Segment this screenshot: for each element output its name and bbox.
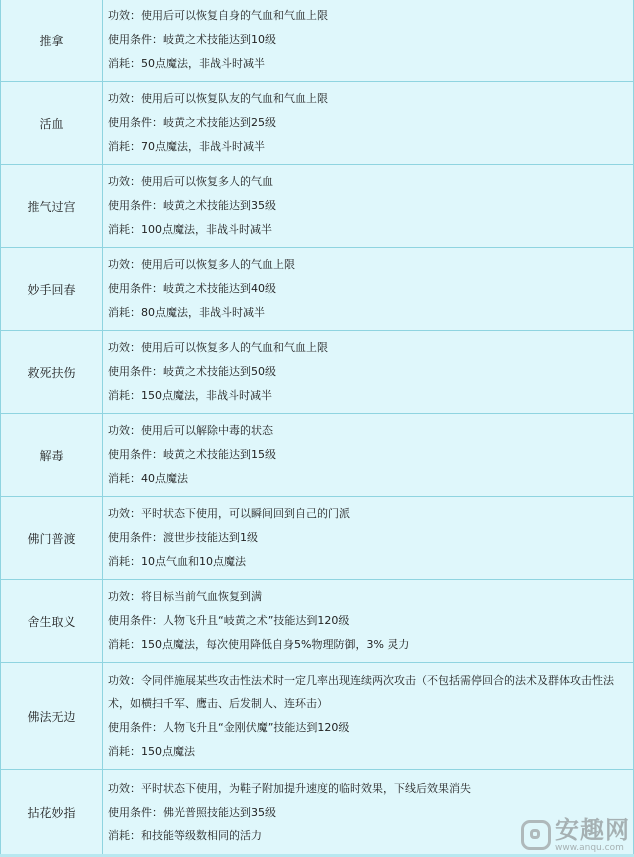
effect-text: 功效：使用后可以恢复多人的气血	[108, 175, 273, 189]
watermark-url: www.anqu.com	[555, 843, 624, 853]
skill-name: 推气过宫	[1, 165, 103, 248]
condition-text: 使用条件：佛光普照技能达到35级	[108, 805, 276, 819]
condition-text: 使用条件：岐黄之术技能达到25级	[108, 116, 276, 130]
cost-text: 消耗：10点气血和10点魔法	[108, 554, 246, 568]
skill-description	[103, 580, 634, 663]
skill-name: 推拿	[1, 0, 103, 82]
skill-name: 佛法无边	[1, 663, 103, 770]
cost-text: 消耗：80点魔法，非战斗时减半	[108, 305, 265, 319]
cost-text: 消耗：150点魔法	[108, 744, 195, 758]
condition-text: 使用条件：人物飞升且“金刚伏魔”技能达到120级	[108, 721, 350, 735]
table-row	[1, 497, 634, 580]
skill-description	[103, 663, 634, 770]
cost-text: 消耗：50点魔法，非战斗时减半	[108, 56, 265, 70]
table-row	[1, 663, 634, 770]
skill-name: 妙手回春	[1, 248, 103, 331]
table-row	[1, 82, 634, 165]
condition-text: 使用条件：岐黄之术技能达到15级	[108, 448, 276, 462]
effect-text: 功效：平时状态下使用，可以瞬间回到自己的门派	[108, 507, 350, 521]
skill-name: 拈花妙指	[1, 770, 103, 856]
table-row	[1, 165, 634, 248]
cost-text: 消耗：100点魔法，非战斗时减半	[108, 222, 272, 236]
table-row	[1, 248, 634, 331]
table-row	[1, 331, 634, 414]
effect-text: 功效：将目标当前气血恢复到满	[108, 590, 262, 604]
condition-text: 使用条件：岐黄之术技能达到40级	[108, 282, 276, 296]
site-watermark	[521, 817, 630, 853]
effect-text: 功效：平时状态下使用，为鞋子附加提升速度的临时效果，下线后效果消失	[108, 781, 471, 795]
table-row	[1, 414, 634, 497]
skill-description	[103, 0, 634, 82]
condition-text: 使用条件：渡世步技能达到1级	[108, 531, 258, 545]
cost-text: 消耗：70点魔法，非战斗时减半	[108, 139, 265, 153]
skill-description	[103, 82, 634, 165]
effect-text: 功效：使用后可以恢复多人的气血和气血上限	[108, 341, 328, 355]
condition-text: 使用条件：岐黄之术技能达到50级	[108, 365, 276, 379]
skill-name: 活血	[1, 82, 103, 165]
skill-description	[103, 497, 634, 580]
skill-description	[103, 248, 634, 331]
site-logo-icon	[521, 820, 551, 850]
skill-name: 解毒	[1, 414, 103, 497]
cost-text: 消耗：40点魔法	[108, 471, 188, 485]
effect-text: 功效：使用后可以恢复多人的气血上限	[108, 258, 295, 272]
effect-text: 功效：令同伴施展某些攻击性法术时一定几率出现连续两次攻击（不包括需停回合的法术及群体攻击性法术，如横扫千军、鹰击、后发制人、连环击）	[108, 673, 614, 711]
table-row	[1, 0, 634, 82]
skill-description	[103, 165, 634, 248]
effect-text: 功效：使用后可以解除中毒的状态	[108, 424, 273, 438]
watermark-title: 安趣网	[555, 816, 630, 844]
cost-text: 消耗：150点魔法，非战斗时减半	[108, 388, 272, 402]
skill-description	[103, 414, 634, 497]
condition-text: 使用条件：岐黄之术技能达到10级	[108, 33, 276, 47]
effect-text: 功效：使用后可以恢复自身的气血和气血上限	[108, 9, 328, 23]
skill-name: 救死扶伤	[1, 331, 103, 414]
skill-name: 舍生取义	[1, 580, 103, 663]
cost-text: 消耗：和技能等级数相同的活力	[108, 829, 262, 843]
condition-text: 使用条件：人物飞升且“岐黄之术”技能达到120级	[108, 614, 350, 628]
effect-text: 功效：使用后可以恢复队友的气血和气血上限	[108, 92, 328, 106]
skill-description	[103, 331, 634, 414]
table-row	[1, 580, 634, 663]
condition-text: 使用条件：岐黄之术技能达到35级	[108, 199, 276, 213]
skill-name: 佛门普渡	[1, 497, 103, 580]
cost-text: 消耗：150点魔法，每次使用降低自身5%物理防御，3% 灵力	[108, 637, 410, 651]
